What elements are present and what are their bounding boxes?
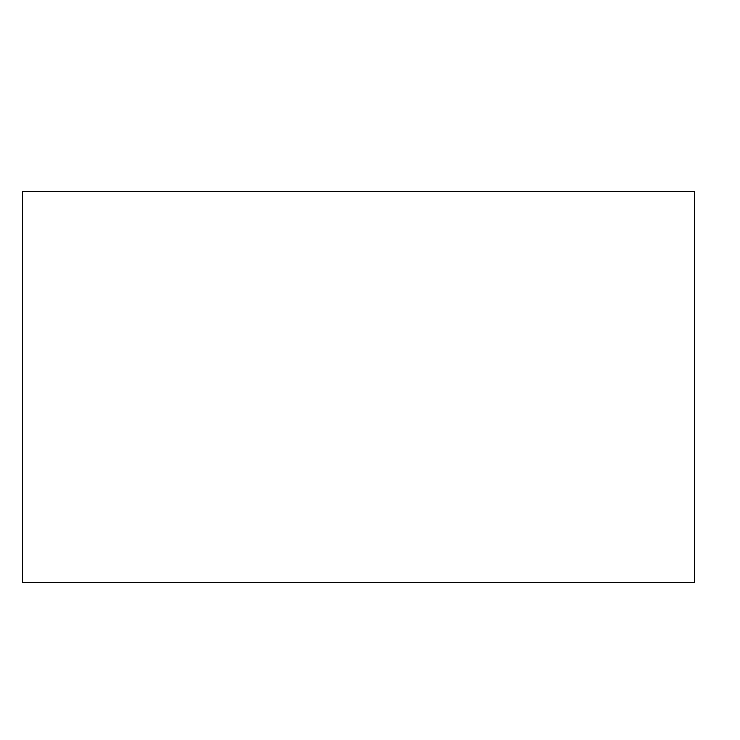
map-panel [22, 191, 695, 583]
map-canvas [23, 192, 695, 583]
